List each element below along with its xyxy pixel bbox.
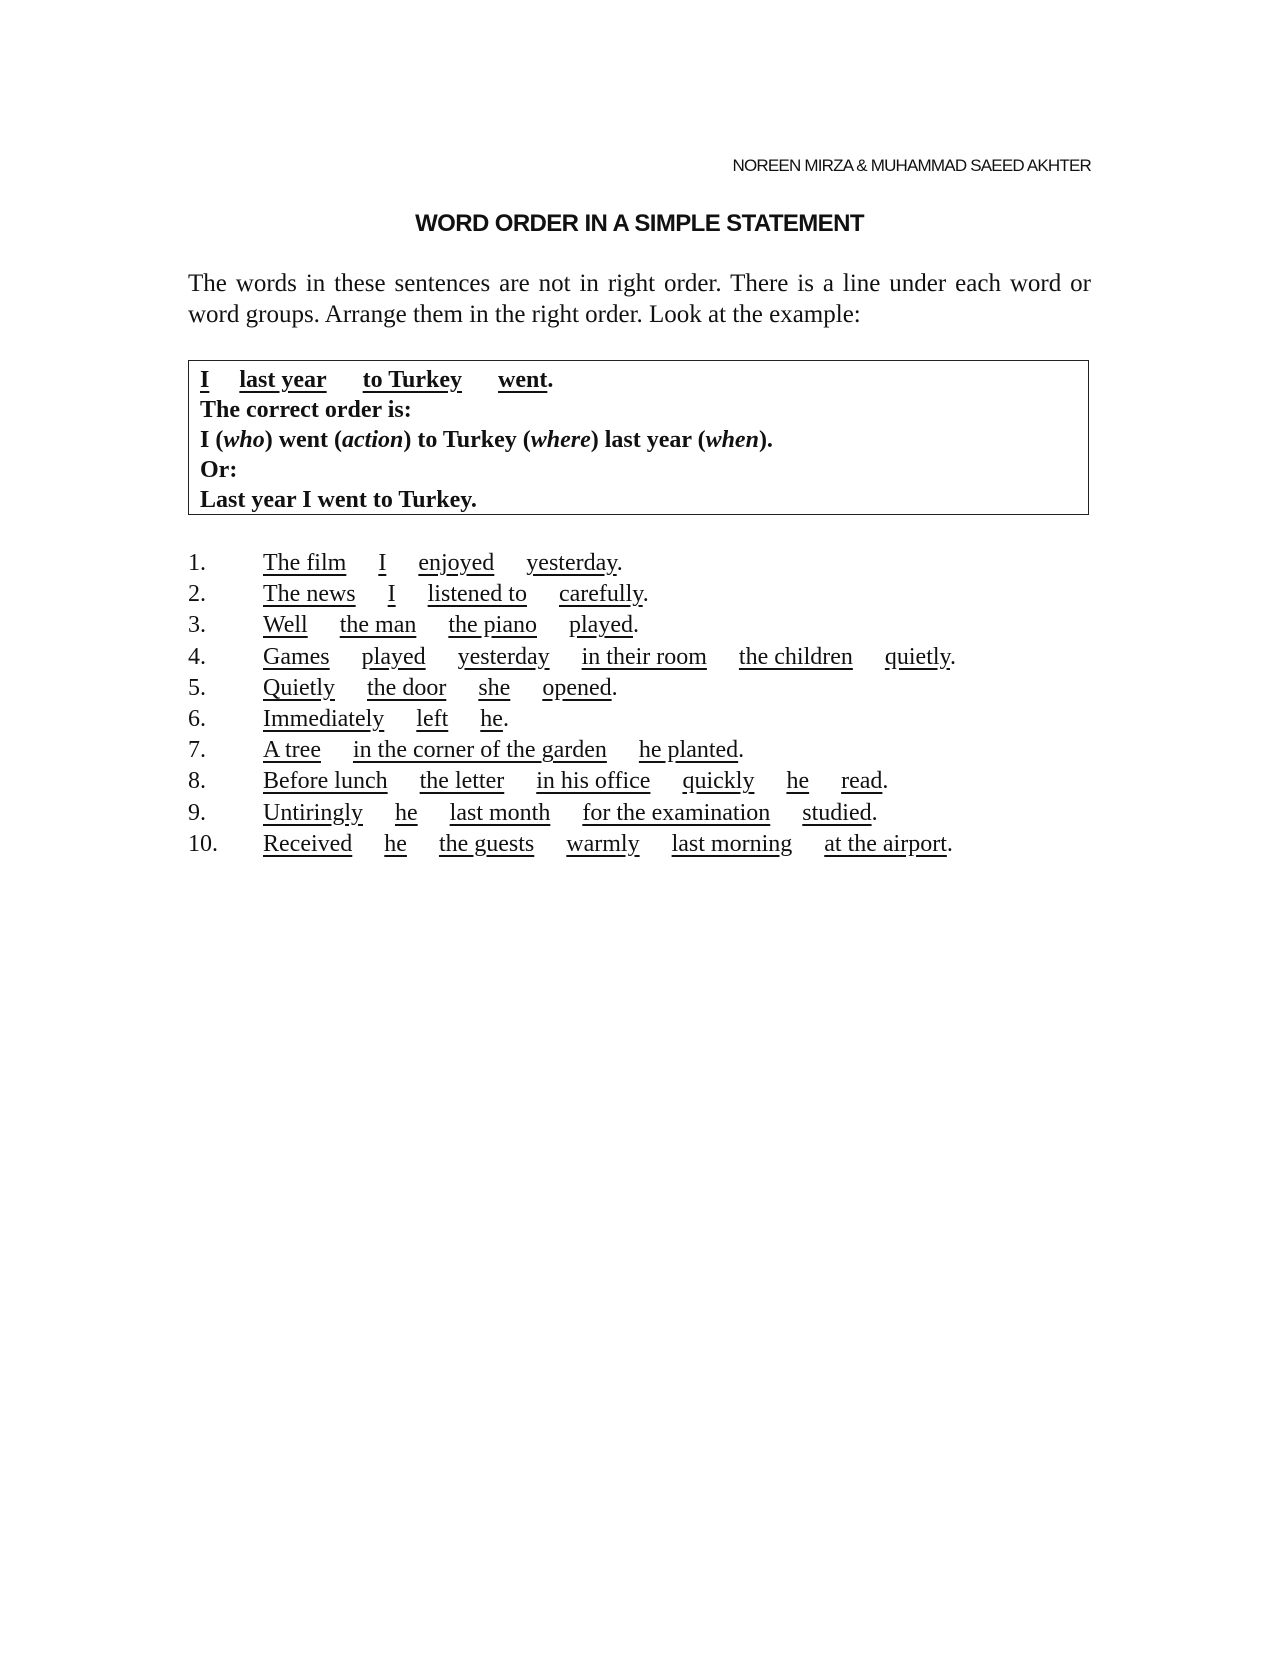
exercise-number: 1. [188,550,206,576]
example-chunk: last year [239,367,327,393]
exercise-item [188,642,1091,673]
exercise-chunks [263,673,618,704]
exercise-chunks [263,548,623,579]
exercise-list [188,548,1091,860]
word-chunk: The news [263,581,356,608]
exercise-number: 9. [188,799,206,826]
answer-text: ) went ( [264,427,343,453]
exercise-number: 4. [188,643,206,670]
exercise-chunks [263,610,639,641]
word-chunk: opened [542,674,612,701]
word-chunk: studied [802,799,872,826]
answer-who: who [223,427,265,453]
word-chunk: he [786,768,810,795]
word-chunk: the man [339,612,417,639]
word-chunk: he [480,705,503,732]
exercise-item [188,673,1091,704]
exercise-number: 7. [188,737,206,764]
example-alternative: Last year I went to Turkey. [200,487,477,513]
exercise-item [188,579,1091,610]
answer-text: ) last year ( [590,427,706,453]
exercise-number: 6. [188,705,206,732]
word-chunk: at the airport [824,830,947,857]
exercise-item [188,548,1091,579]
word-chunk: quickly [682,768,755,795]
word-chunk: left [416,705,449,732]
instructions-paragraph: The words in these sentences are not in right order. There is a line under each word or word groups. Arrange them in the right order. Look at the example: [188,270,1091,328]
word-chunk: The film [263,550,347,576]
word-chunk: the letter [419,768,505,795]
word-chunk: the piano [448,612,537,639]
word-chunk: enjoyed [418,550,495,576]
exercise-item [188,704,1091,735]
word-chunk: quietly [884,643,950,670]
word-chunk: last month [449,799,551,826]
word-chunk: Received [263,830,353,857]
answer-when: when [705,427,759,453]
or-label: Or: [200,457,238,483]
answer-text: ) to Turkey ( [403,427,531,453]
word-chunk: in his office [536,768,651,795]
exercise-item [188,829,1091,860]
exercise-chunks [263,579,649,610]
example-end-mark: . [547,367,554,393]
word-chunk: Quietly [263,674,335,701]
example-chunk: to Turkey [362,367,463,393]
exercise-chunks [263,829,953,860]
exercise-number: 5. [188,674,206,701]
word-chunk: I [378,550,387,576]
exercise-item [188,766,1091,797]
word-chunk: Immediately [263,705,385,732]
word-chunk: last morning [671,830,793,857]
word-chunk: he [395,799,418,826]
exercise-number: 2. [188,581,206,608]
word-chunk: he [384,830,407,857]
exercise-chunks [263,704,509,735]
example-answer [200,425,1077,455]
word-chunk: in their room [581,643,707,670]
exercise-number: 3. [188,612,206,639]
answer-action: action [342,427,404,453]
word-chunk: the door [367,674,447,701]
word-chunk: I [387,581,396,608]
end-mark: . [642,581,649,608]
end-mark: . [632,612,639,639]
end-mark: . [882,768,889,795]
end-mark: . [611,674,618,701]
word-chunk: yesterday [526,550,617,576]
answer-text: ). [758,427,773,453]
end-mark: . [738,737,745,764]
exercise-chunks [263,642,956,673]
word-chunk: A tree [263,737,321,764]
word-chunk: she [478,674,511,701]
correct-order-label: The correct order is: [200,397,412,423]
word-chunk: listened to [427,581,527,608]
exercise-number: 8. [188,768,206,795]
word-chunk: warmly [566,830,640,857]
exercise-chunks [263,798,878,829]
answer-where: where [530,427,591,453]
exercise-item [188,735,1091,766]
word-chunk: read [841,768,883,795]
page-title: WORD ORDER IN A SIMPLE STATEMENT [415,210,864,237]
word-chunk: in the corner of the garden [352,737,607,764]
end-mark: . [946,830,953,857]
answer-text: I ( [200,427,224,453]
word-chunk: the children [738,643,853,670]
end-mark: . [616,550,623,576]
example-chunks-line [200,365,1077,395]
example-chunk: I [200,367,210,393]
example-box [188,360,1089,515]
exercise-item [188,610,1091,641]
word-chunk: played [569,612,633,639]
end-mark: . [871,799,878,826]
word-chunk: he planted [638,737,739,764]
word-chunk: Before lunch [263,768,388,795]
end-mark: . [949,643,956,670]
word-chunk: Untiringly [263,799,363,826]
word-chunk: carefully [558,581,643,608]
authors-header: NOREEN MIRZA & MUHAMMAD SAEED AKHTER [732,156,1091,175]
word-chunk: for the examination [582,799,771,826]
word-chunk: the guests [438,830,535,857]
exercise-item [188,798,1091,829]
example-chunk: went [498,367,548,393]
end-mark: . [502,705,509,732]
word-chunk: played [361,643,426,670]
exercise-chunks [263,735,744,766]
exercise-chunks [263,766,888,797]
word-chunk: yesterday [457,643,550,670]
exercise-number: 10. [188,830,218,857]
word-chunk: Games [263,643,330,670]
word-chunk: Well [263,612,308,639]
